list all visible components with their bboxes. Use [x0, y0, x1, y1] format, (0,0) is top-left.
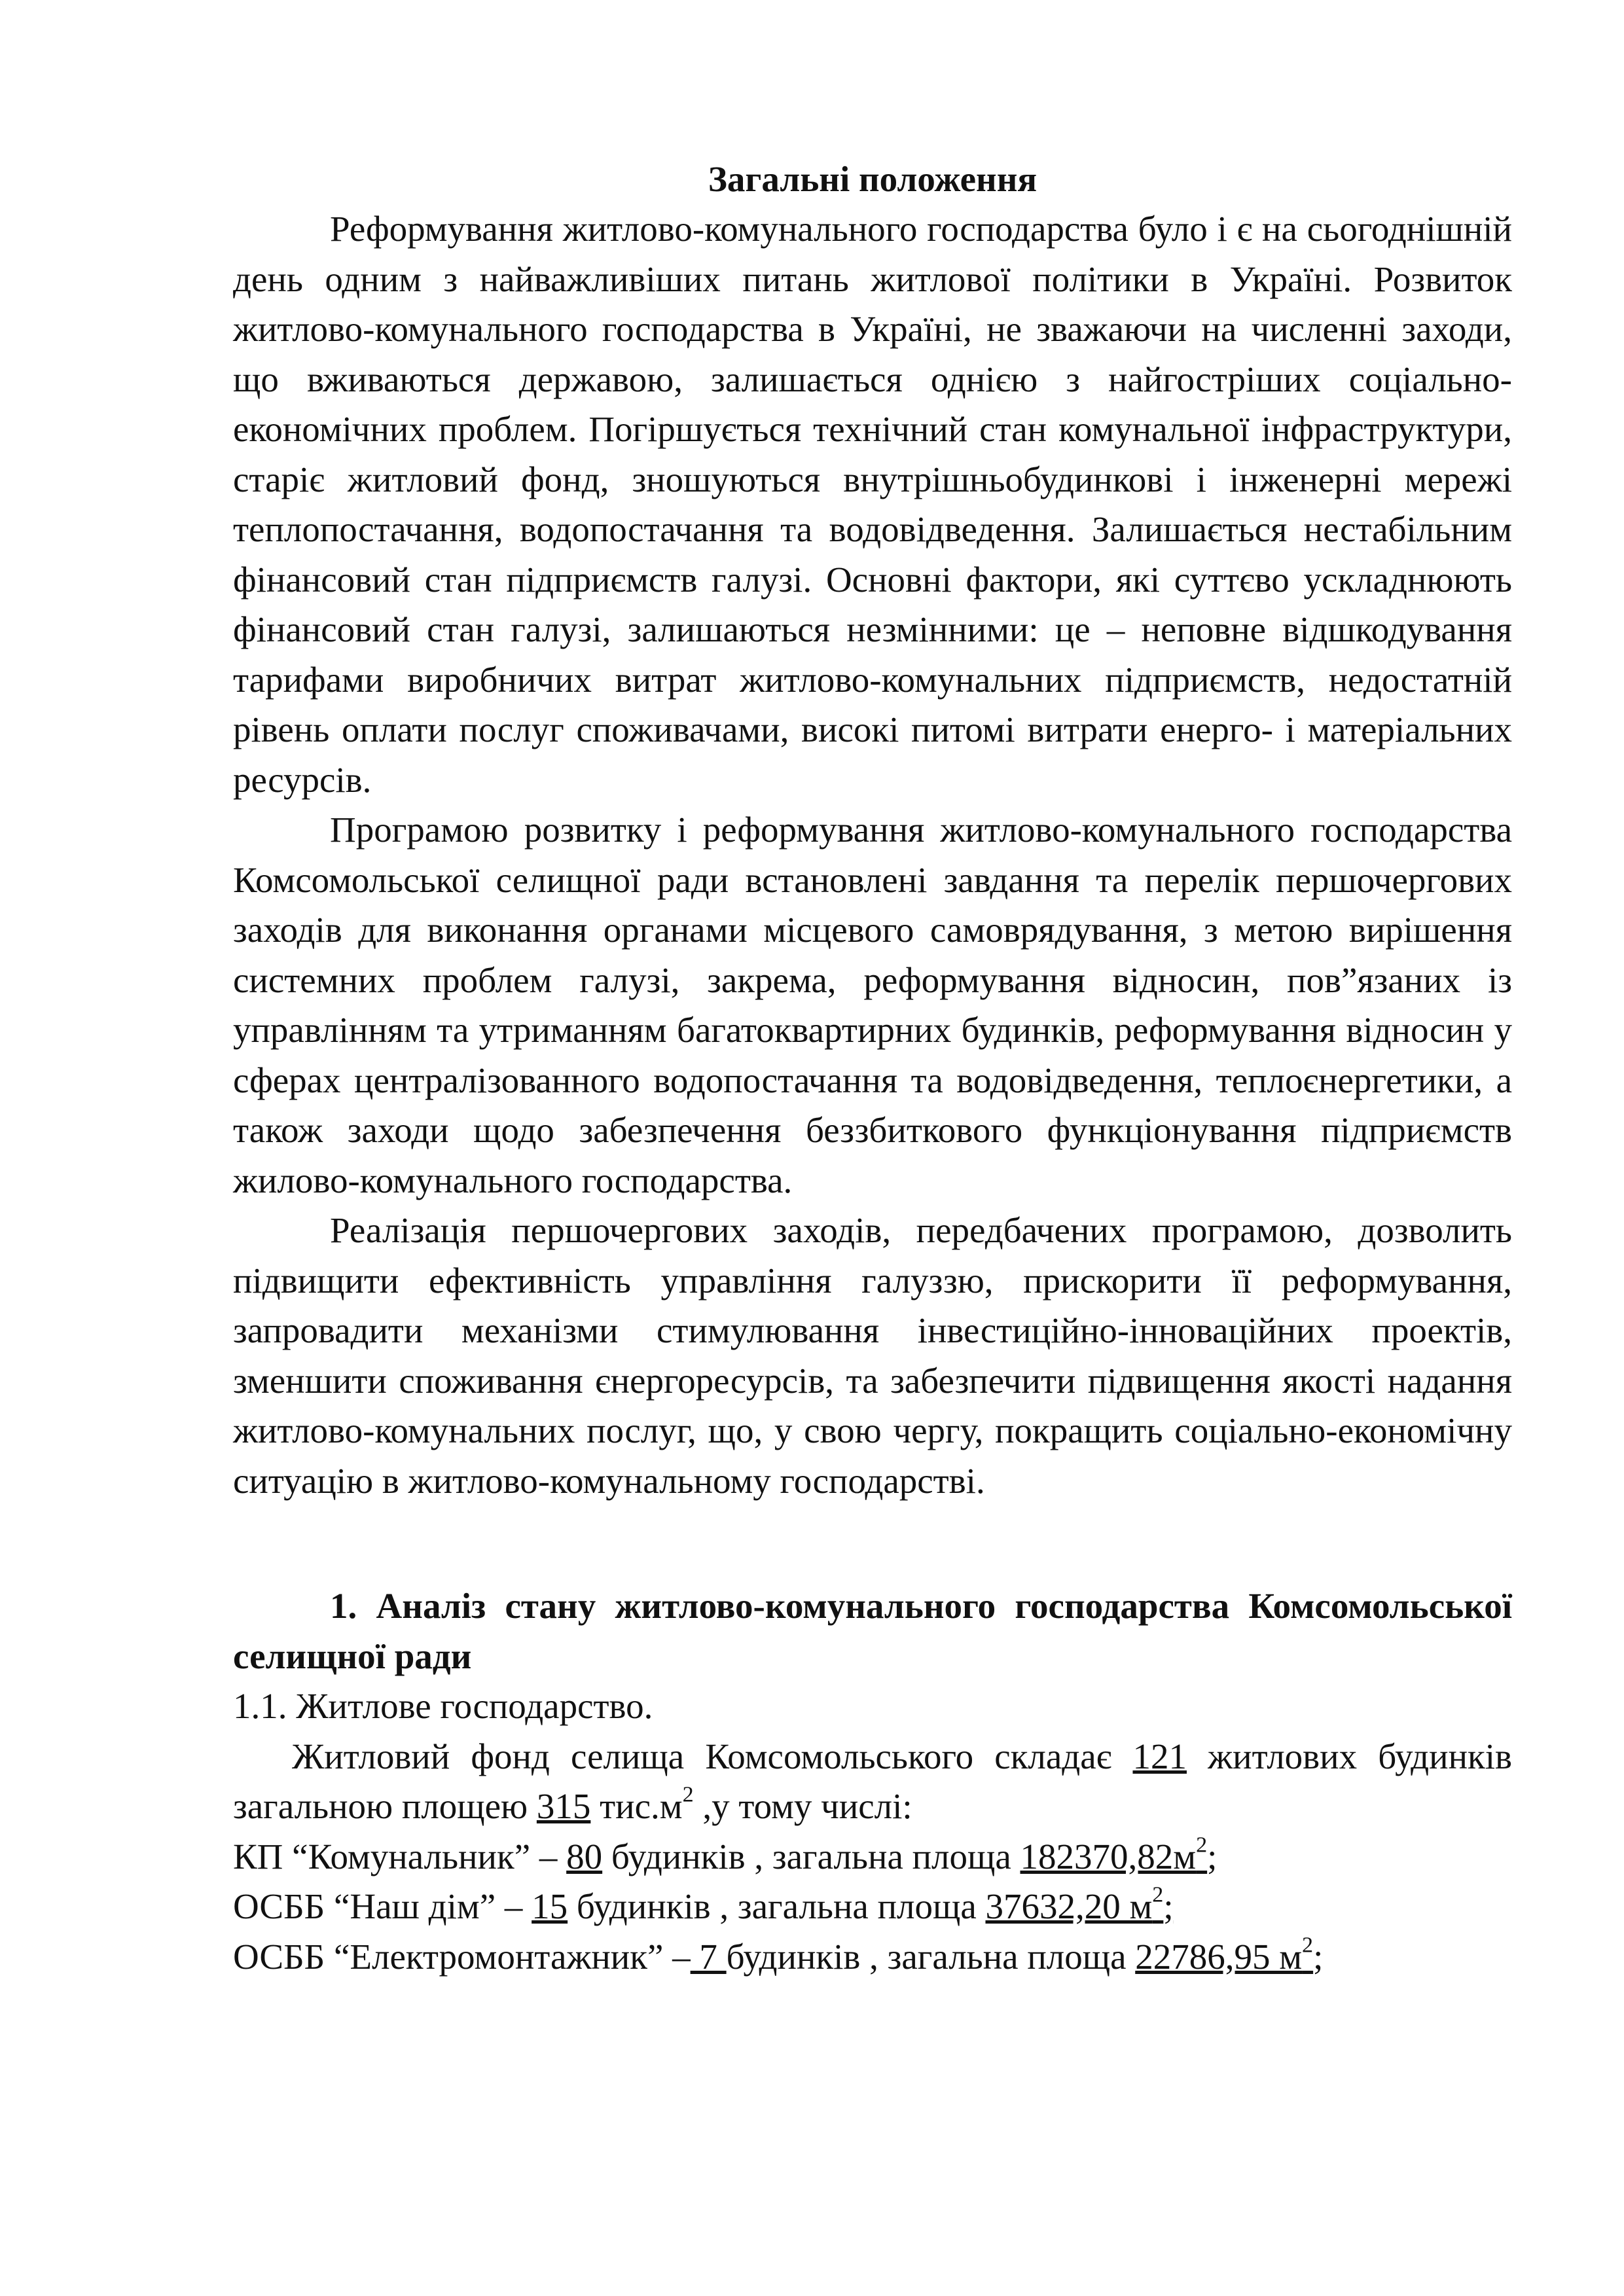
- subsection-heading: 1.1. Житлове господарство.: [233, 1686, 653, 1726]
- owner-line-end: ;: [1313, 1936, 1324, 1977]
- owner-line-end: ;: [1163, 1886, 1174, 1926]
- intro-paragraph-1: Реформування житлово-комунального господарства було і є на сьогоднішній день одним з найважливіших питань житлової політики в Україні. Розвиток житлово-комунального господарства в Україні, не зважаючи на численні заходи, що вживаються державою, залишається однією з найгостріших соціально-економічних проблем. Погіршується технічний стан комунальної інфраструктури, старіє житловий фонд, зношуються внутрішньобудинкові і інженерні мережі теплопостачання, водопостачання та водовідведення. Залишається нестабільним фінансовий стан підприємств галузі. Основні фактори, які суттєво ускладнюють фінансовий стан галузі, залишаються незмінними: це – неповне відшкодування тарифами виробничих витрат житлово-комунальних підприємств, недостатній рівень оплати послуг споживачами, високі питомі витрати енерго- і матеріальних ресурсів.: [233, 209, 1512, 800]
- owner-text: будинків , загальна площа: [568, 1886, 986, 1926]
- owner-name: ОСББ “Електромонтажник” –: [233, 1936, 691, 1977]
- owner-line-end: ;: [1207, 1836, 1218, 1876]
- owner-area: [1135, 1932, 1324, 1977]
- housing-text-d: ,у тому числі:: [693, 1786, 912, 1826]
- document-title: Загальні положення: [708, 159, 1038, 199]
- owner-line-nash-dim: [233, 1882, 1512, 1932]
- housing-fund-paragraph: [233, 1732, 1512, 1832]
- owner-area-value: 182370,82м: [1020, 1836, 1197, 1876]
- buildings-total: 121: [1132, 1736, 1187, 1776]
- owner-area: [985, 1882, 1174, 1926]
- owner-area: [1020, 1832, 1218, 1876]
- owner-building-count: 80: [566, 1836, 603, 1876]
- housing-text-a: Житловий фонд селища Комсомольського складає: [292, 1736, 1133, 1776]
- owner-text: будинків , загальна площа: [726, 1936, 1136, 1977]
- housing-text-c: тис.м: [590, 1786, 683, 1826]
- owner-line-komunalnyk: [233, 1832, 1512, 1882]
- owner-area-superscript: 2: [1152, 1882, 1164, 1907]
- owner-line-elektromontazhnyk: [233, 1932, 1512, 1982]
- intro-paragraph-3: Реалізація першочергових заходів, передбачених програмою, дозволить підвищити ефективність управління галуззю, прискорити її реформування, запровадити механізми стимулювання інвестиційно-інноваційних проектів, зменшити споживання єнергоресурсів, та забезпечити підвищення якості надання житлово-комунальних послуг, що, у свою чергу, покращить соціально-економічну ситуацію в житлово-комунальному господарстві.: [233, 1210, 1512, 1501]
- owner-area-superscript: 2: [1196, 1832, 1208, 1857]
- owner-area-value: 37632,20 м: [985, 1886, 1153, 1926]
- owner-name: ОСББ “Наш дім” –: [233, 1886, 532, 1926]
- section-heading: 1. Аналіз стану житлово-комунального господарства Комсомольської селищної ради: [233, 1586, 1512, 1676]
- owner-text: будинків , загальна площа: [602, 1836, 1020, 1876]
- owner-area-value: 22786,95 м: [1135, 1936, 1303, 1977]
- owner-name: КП “Комунальник” –: [233, 1836, 567, 1876]
- owner-area-superscript: 2: [1302, 1932, 1314, 1957]
- intro-paragraph-2: Програмою розвитку і реформування житлово-комунального господарства Комсомольської селищної ради встановлені завдання та перелік першочергових заходів для виконання органами місцевого самоврядування, з метою вирішення системних проблем галузі, закрема, реформування відносин, пов”язаних із управлінням та утриманням багатоквартирних будинків, реформування відносин у сферах централізованного водопостачання та водовідведення, теплоєнергетики, а також заходи щодо забезпечення беззбиткового функціонування підприємств жилово-комунального господарства.: [233, 810, 1512, 1200]
- owner-building-count: 7: [690, 1936, 727, 1977]
- housing-text-b: житлових будинків загальною площею: [233, 1736, 1512, 1826]
- document-page: [233, 154, 1512, 1982]
- owner-building-count: 15: [532, 1886, 568, 1926]
- area-unit-superscript: 2: [682, 1782, 694, 1807]
- area-total: 315: [536, 1786, 591, 1826]
